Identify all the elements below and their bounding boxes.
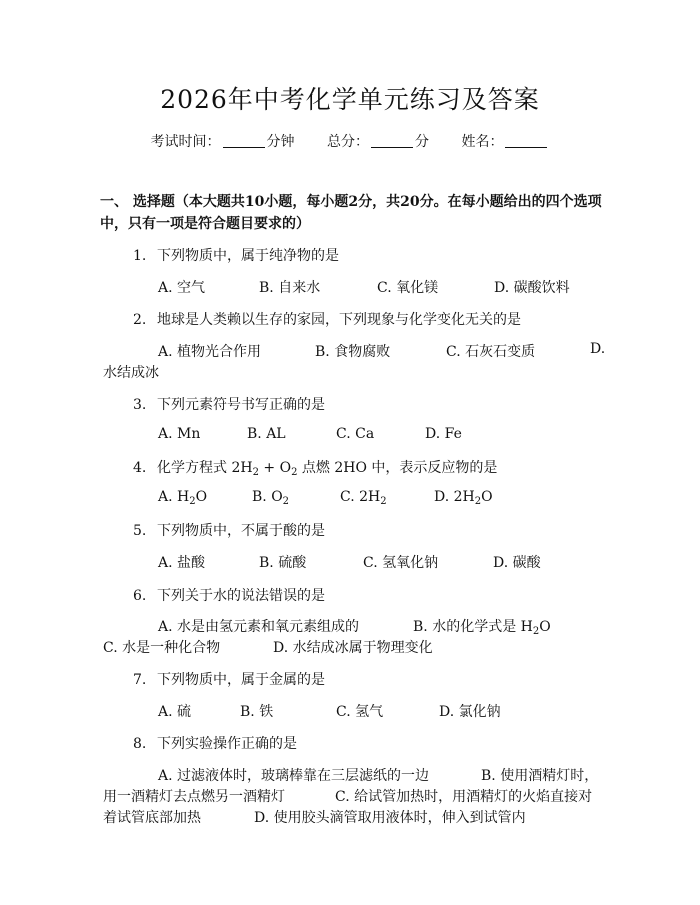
exam-score	[327, 134, 429, 150]
question-text: 下列元素符号书写正确的是	[157, 397, 325, 413]
option-d[interactable]: D. 碳酸	[493, 555, 541, 571]
option-c-text: C. 2H	[340, 489, 381, 505]
question-3	[133, 394, 325, 414]
name-blank[interactable]	[505, 147, 547, 148]
question-1	[133, 245, 339, 265]
question-number: 3.	[133, 397, 147, 413]
option-b[interactable]: B. AL	[247, 426, 286, 442]
score-unit: 分	[415, 134, 429, 150]
option-b[interactable]	[413, 616, 551, 637]
option-c-wrap[interactable]: 着试管底部加热	[103, 810, 201, 826]
question-number: 6.	[133, 588, 147, 604]
question-text: 下列实验操作正确的是	[157, 736, 297, 752]
subscript: 2	[380, 496, 387, 507]
question-number: 2.	[133, 312, 147, 328]
option-a[interactable]: A. Mn	[158, 426, 201, 442]
option-d[interactable]: D. 碳酸饮料	[494, 280, 570, 296]
exam-name	[461, 134, 549, 150]
question-text: 下列物质中，不属于酸的是	[157, 523, 325, 539]
option-b-tail: O	[539, 619, 551, 635]
option-a[interactable]: A. 植物光合作用	[158, 344, 262, 360]
page-title: 2026年中考化学单元练习及答案	[160, 85, 540, 114]
option-b[interactable]: B. 使用酒精灯时，	[481, 768, 599, 784]
question-8	[133, 733, 297, 753]
subscript: 2	[474, 496, 482, 507]
question-text: 下列物质中，属于纯净物的是	[157, 248, 339, 264]
question-4	[133, 457, 497, 478]
option-d-text: D. 2H	[434, 489, 475, 505]
option-d-wrap[interactable]: 水结成冰	[103, 365, 159, 381]
option-b-text: B. 水的化学式是 H	[413, 619, 533, 635]
question-text: 下列关于水的说法错误的是	[157, 588, 325, 604]
time-label: 考试时间：	[150, 134, 221, 150]
question-number: 7.	[133, 672, 147, 688]
option-b[interactable]: B. 硫酸	[259, 555, 307, 571]
option-a[interactable]: A. 硫	[158, 704, 192, 720]
option-a[interactable]	[158, 489, 207, 507]
option-a[interactable]: A. 过滤液体时，玻璃棒靠在三层滤纸的一边	[158, 768, 430, 784]
question-number: 5.	[133, 523, 147, 539]
option-d[interactable]: D. 使用胶头滴管取用液体时，伸入到试管内	[254, 810, 526, 826]
question-number: 1.	[133, 248, 147, 264]
subscript: 2	[532, 626, 540, 637]
question-text: 地球是人类赖以生存的家园，下列现象与化学变化无关的是	[157, 312, 521, 328]
subscript: 2	[189, 496, 196, 507]
subscript: 2	[291, 467, 298, 478]
option-a[interactable]: A. 空气	[158, 280, 206, 296]
option-c[interactable]: C. Ca	[336, 426, 375, 442]
option-d[interactable]	[434, 489, 493, 507]
question-number: 8.	[133, 736, 147, 752]
question-number: 4.	[133, 460, 147, 476]
question-5	[133, 520, 325, 540]
option-c[interactable]: C. 氧化镁	[377, 280, 439, 296]
name-label: 姓名：	[461, 134, 504, 150]
question-2	[133, 309, 521, 329]
subscript: 2	[282, 496, 290, 507]
option-b-text: B. O	[252, 489, 283, 505]
option-b[interactable]: B. 自来水	[259, 280, 321, 296]
option-a-tail: O	[195, 489, 208, 505]
option-b-wrap[interactable]: 用一酒精灯去点燃另一酒精灯	[103, 789, 285, 805]
option-c[interactable]	[340, 489, 387, 507]
question-7	[133, 669, 325, 689]
option-b[interactable]: B. 食物腐败	[315, 344, 391, 360]
option-d[interactable]: D.	[590, 341, 606, 357]
time-blank[interactable]	[223, 147, 265, 148]
option-d[interactable]: D. 水结成冰属于物理变化	[273, 640, 433, 656]
option-d-tail: O	[481, 489, 493, 505]
option-c[interactable]: C. 石灰石变质	[446, 344, 536, 360]
question-text-c: 点燃 2H	[297, 460, 356, 476]
question-text-a: 化学方程式 2H	[157, 460, 253, 476]
score-label: 总分：	[327, 134, 369, 150]
option-b[interactable]	[252, 489, 289, 507]
option-a[interactable]: A. 水是由氢元素和氧元素组成的	[158, 619, 360, 635]
question-text: 下列物质中，属于金属的是	[157, 672, 325, 688]
section-heading: 一、 选择题（本大题共10小题，每小题2分，共20分。在每小题给出的四个选项中，只有一项是符合题目要求的）	[100, 194, 602, 232]
option-a-text: A. H	[158, 489, 190, 505]
option-c[interactable]: C. 氢氧化钠	[363, 555, 439, 571]
subscript: 2	[252, 467, 259, 478]
option-c[interactable]: C. 给试管加热时，用酒精灯的火焰直接对	[335, 789, 593, 805]
question-text-d: O 中，表示反应物的是	[355, 460, 498, 476]
option-d[interactable]: D. 氯化钠	[439, 704, 501, 720]
exam-meta	[0, 131, 700, 151]
time-unit: 分钟	[266, 134, 295, 150]
option-c[interactable]: C. 氢气	[336, 704, 384, 720]
option-b[interactable]: B. 铁	[240, 704, 274, 720]
option-c[interactable]: C. 水是一种化合物	[103, 640, 221, 656]
exam-time	[151, 134, 295, 150]
question-text-b: + O	[258, 460, 292, 476]
option-d[interactable]: D. Fe	[425, 426, 462, 442]
score-blank[interactable]	[371, 147, 413, 148]
question-6	[133, 585, 325, 605]
option-a[interactable]: A. 盐酸	[158, 555, 206, 571]
